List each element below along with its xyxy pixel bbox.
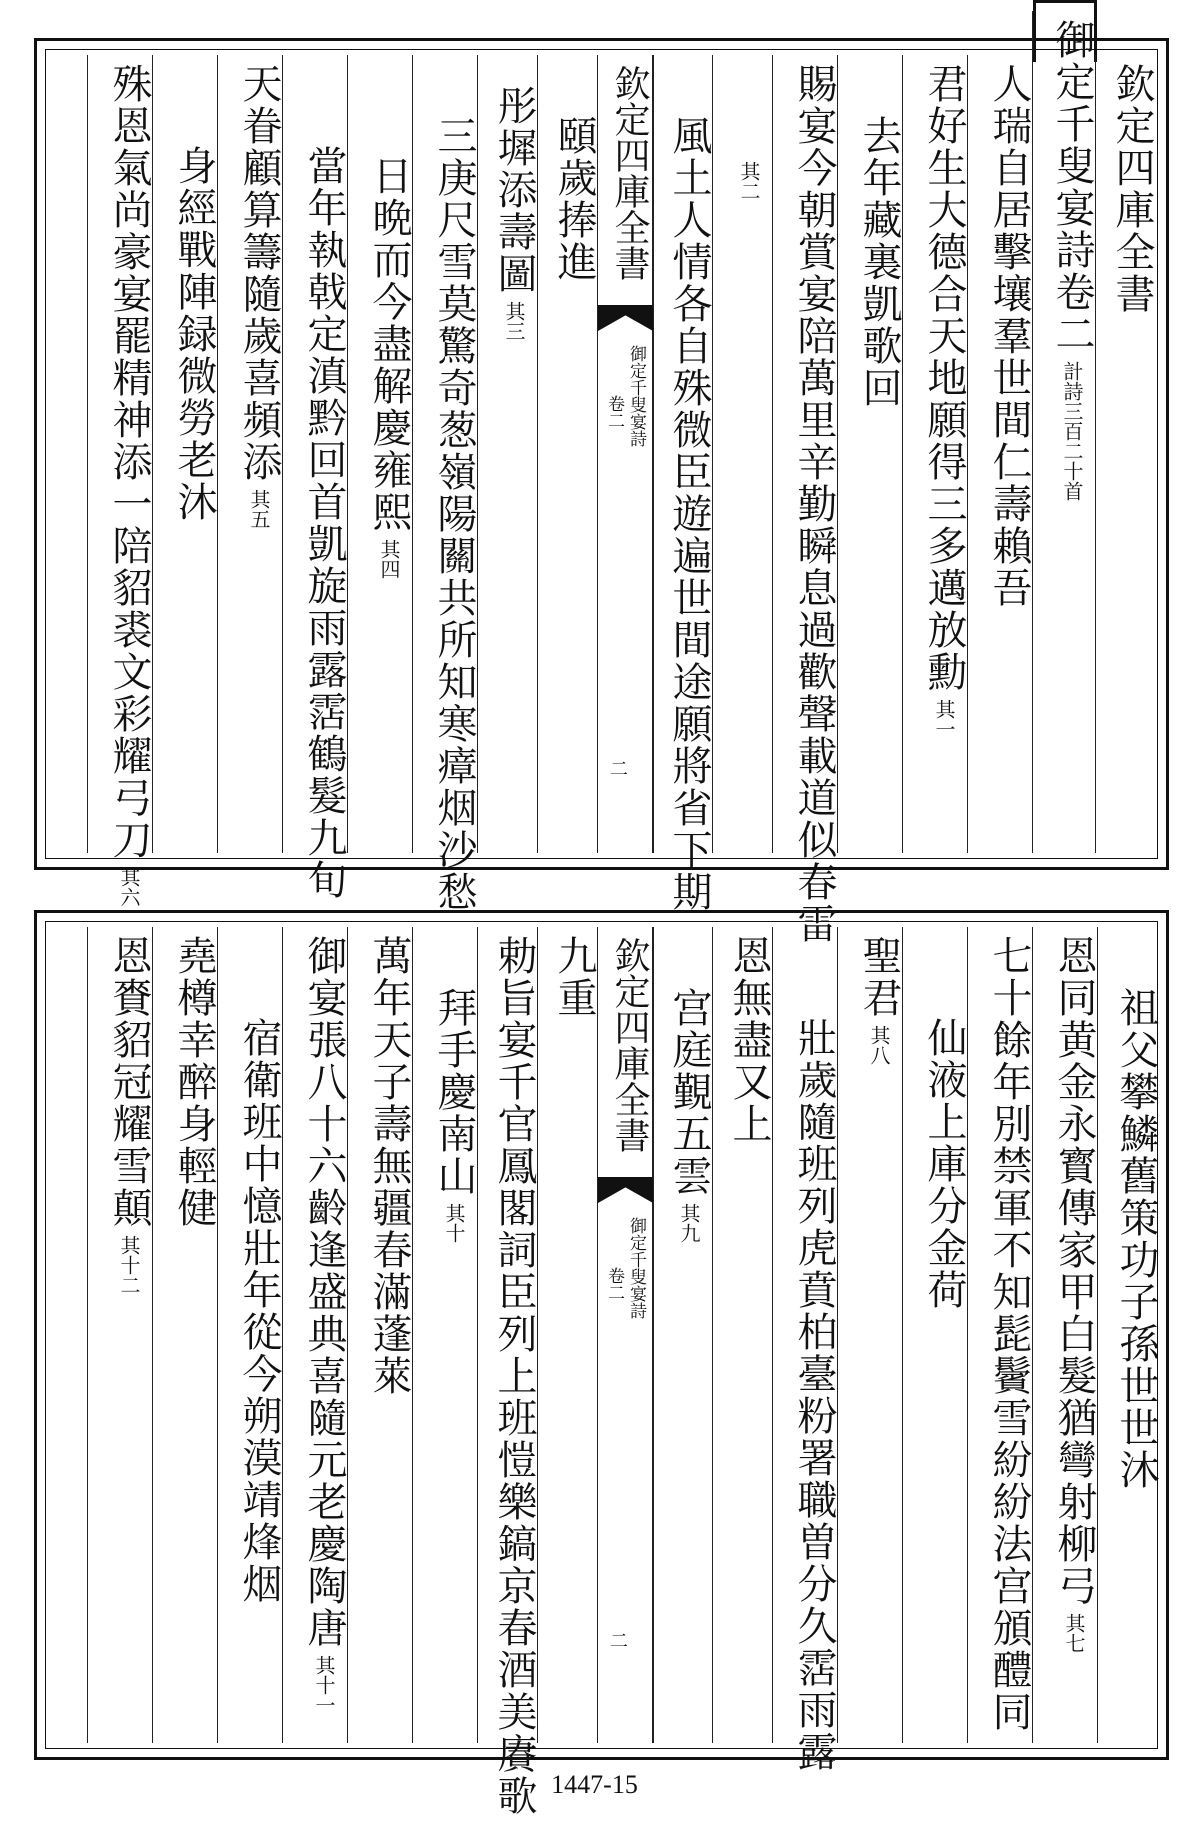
volume-title-column bbox=[1032, 11, 1095, 853]
poem-column bbox=[967, 55, 1032, 853]
poem-column bbox=[412, 927, 477, 1743]
poem-text: 賜宴今朝賞宴陪萬里辛勤瞬息過歡聲載道似春雷 bbox=[791, 63, 837, 945]
poem-column bbox=[152, 927, 217, 1743]
poem-text: 其四 bbox=[377, 539, 401, 579]
poem-text: 彤墀添壽圖 bbox=[491, 85, 537, 295]
poem-text: 恩同黄金永寳傳家甲白髮猶彎射柳弓 bbox=[1051, 935, 1097, 1607]
poem-text: 人瑞自居擊壤羣世間仁壽賴吾 bbox=[986, 63, 1032, 609]
poem-text: 宿衛班中憶壯年從今朔漠靖烽烟 bbox=[236, 1017, 282, 1605]
poem-column bbox=[902, 55, 967, 853]
center-subtitle: 御定千叟宴詩 bbox=[626, 345, 646, 447]
poem-column bbox=[772, 927, 837, 1773]
poem-text: 仙液上庫分金荷 bbox=[921, 1017, 967, 1311]
poem-text: 宫庭覲五雲 bbox=[666, 987, 712, 1197]
center-subtitle: 御定千叟宴詩 bbox=[626, 1217, 646, 1319]
poem-column bbox=[347, 55, 412, 853]
poem-text: 風土人情各自殊微臣遊遍世間途願將省下期 bbox=[666, 115, 712, 913]
poem-column bbox=[772, 55, 837, 945]
poem-text: 九重 bbox=[551, 935, 597, 1019]
poem-column bbox=[282, 927, 347, 1743]
book-title: 欽定四庫全書 bbox=[1109, 63, 1155, 315]
poem-text: 君好生大德合天地願得三多邁放勳 bbox=[921, 63, 967, 693]
poem-text: 天眷顧算籌隨歲喜頻添 bbox=[236, 63, 282, 483]
poem-text: 其三 bbox=[502, 301, 526, 341]
center-juan: 卷二 bbox=[604, 395, 624, 429]
poem-text: 其二 bbox=[737, 161, 761, 201]
poem-text: 日晩而今盡解慶雍熙 bbox=[366, 155, 412, 533]
poem-text: 萬年天子壽無疆春滿蓬萊 bbox=[366, 935, 412, 1397]
poem-column bbox=[217, 55, 282, 853]
fish-tail-mark bbox=[598, 305, 653, 331]
poem-column bbox=[412, 55, 477, 913]
poem-text: 堯樽幸醉身輕健 bbox=[171, 935, 217, 1229]
poem-text: 其一 bbox=[932, 699, 956, 739]
center-juan: 卷二 bbox=[604, 1267, 624, 1301]
poem-column bbox=[967, 927, 1032, 1743]
volume-title: 御定千叟宴詩卷二 bbox=[1049, 19, 1095, 355]
poem-column bbox=[1097, 927, 1159, 1743]
top-page-panel bbox=[34, 19, 1169, 945]
poem-column bbox=[152, 55, 217, 853]
poem-text: 其十二 bbox=[117, 1235, 141, 1295]
page-number: 1447-15 bbox=[551, 1770, 638, 1799]
book-title-column bbox=[1095, 55, 1155, 853]
poem-text: 恩賚貂冠耀雪顛 bbox=[106, 935, 152, 1229]
poem-text: 勅旨宴千官鳳閣詞臣列上班愷樂鎬京春酒美賡歌 bbox=[491, 935, 537, 1817]
bottom-center-fold bbox=[597, 927, 654, 1743]
center-page-number: 二 bbox=[610, 1631, 628, 1652]
poem-column bbox=[837, 55, 902, 853]
poem-column bbox=[712, 927, 772, 1743]
poem-column bbox=[1032, 927, 1097, 1743]
center-page-number: 二 bbox=[610, 759, 628, 780]
poem-count-note: 計詩三百二十首 bbox=[1060, 361, 1084, 501]
poem-text: 其六 bbox=[117, 867, 141, 907]
poem-column bbox=[537, 927, 597, 1743]
poem-column bbox=[87, 927, 152, 1743]
poem-column bbox=[282, 55, 347, 901]
poem-column bbox=[652, 55, 712, 913]
fish-tail-mark bbox=[598, 1177, 653, 1203]
poem-text: 壯歲隨班列虎賁柏臺粉署職曽分久霑雨露 bbox=[791, 1017, 837, 1773]
poem-text: 頤歲捧進 bbox=[551, 115, 597, 283]
poem-text: 三庚尺雪莫驚奇葱嶺陽關共所知寒瘴烟沙愁 bbox=[431, 115, 477, 913]
poem-text: 拜手慶南山 bbox=[431, 987, 477, 1197]
poem-column bbox=[902, 927, 967, 1743]
poem-text: 祖父攀鱗舊策功子孫世世沐 bbox=[1113, 987, 1159, 1491]
poem-text: 其十一 bbox=[312, 1655, 336, 1715]
poem-column bbox=[652, 927, 712, 1743]
poem-text: 去年藏裏凱歌回 bbox=[856, 115, 902, 409]
poem-text: 聖君 bbox=[856, 935, 902, 1019]
poem-text: 其七 bbox=[1062, 1613, 1086, 1653]
poem-column bbox=[837, 927, 902, 1743]
top-center-fold bbox=[597, 55, 654, 853]
poem-text: 其五 bbox=[247, 489, 271, 529]
poem-text: 其十 bbox=[442, 1203, 466, 1243]
poem-column bbox=[537, 55, 597, 853]
poem-column bbox=[712, 55, 772, 853]
poem-column bbox=[87, 55, 152, 907]
poem-text: 殊恩氣尚豪宴罷精神添一陪貂裘文彩耀弓刀 bbox=[106, 63, 152, 861]
poem-text: 身經戰陣録微勞老沐 bbox=[171, 145, 217, 523]
poem-column bbox=[217, 927, 282, 1743]
center-book-title: 欽定四庫全書 bbox=[609, 937, 650, 1153]
poem-text: 其九 bbox=[677, 1203, 701, 1243]
poem-text: 當年執戟定滇黔回首凱旋雨露霑鶴髮九旬 bbox=[301, 145, 347, 901]
poem-column bbox=[347, 927, 412, 1743]
poem-text: 其八 bbox=[867, 1025, 891, 1065]
poem-text: 御宴張八十六齡逢盛典喜隨元老慶陶唐 bbox=[301, 935, 347, 1649]
poem-column bbox=[477, 927, 537, 1817]
poem-text: 恩無盡又上 bbox=[726, 935, 772, 1145]
poem-text: 七十餘年別禁軍不知髭鬢雪紛紛法宫頒醴同 bbox=[986, 935, 1032, 1733]
center-book-title: 欽定四庫全書 bbox=[609, 65, 650, 281]
poem-column bbox=[477, 55, 537, 853]
